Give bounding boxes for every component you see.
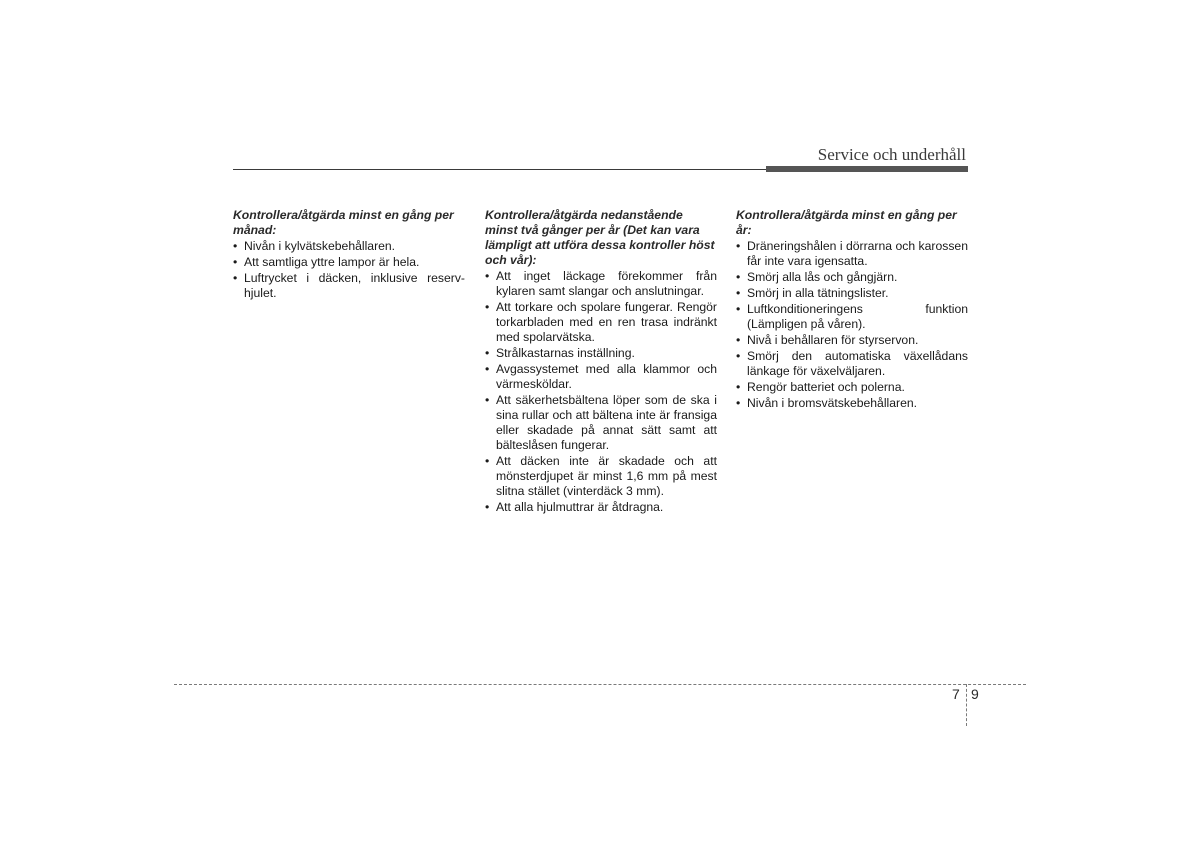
list-item: • Smörj in alla tätningslister. <box>736 286 968 301</box>
list-item: • Strålkastarnas inställning. <box>485 346 717 361</box>
header-accent-bar <box>766 166 968 172</box>
page-number: 9 <box>971 686 979 702</box>
section-title: Service och underhåll <box>817 145 966 164</box>
list-item: • Att däcken inte är skadade och att mönsterdjupet är minst 1,6 mm på mest slitna stället (vinterdäck 3 mm). <box>485 454 717 499</box>
list-item: • Luftkonditioneringens funktion (Lämpligen på våren). <box>736 302 968 332</box>
list-item: • Smörj alla lås och gångjärn. <box>736 270 968 285</box>
list-item: • Avgassystemet med alla klammor och värmesköldar. <box>485 362 717 392</box>
list-item: • Nivån i kylvätskebehållaren. <box>233 239 465 254</box>
footer-page-divider <box>966 684 967 726</box>
column-heading: Kontrollera/åtgärda minst en gång per år: <box>736 208 957 237</box>
checklist <box>233 239 465 301</box>
column-heading: Kontrollera/åtgärda nedanstående minst två gånger per år (Det kan vara lämpligt att utföra dessa kontroller höst och vår): <box>485 208 715 267</box>
header-rule <box>233 169 769 170</box>
list-item: • Att inget läckage förekommer från kylaren samt slangar och anslutningar. <box>485 269 717 299</box>
checklist <box>736 239 968 411</box>
list-item: • Rengör batteriet och polerna. <box>736 380 968 395</box>
list-item: • Att alla hjulmuttrar är åtdragna. <box>485 500 717 515</box>
column-monthly <box>233 208 465 302</box>
list-item: • Dräneringshålen i dörrarna och karossen får inte vara igensatta. <box>736 239 968 269</box>
column-yearly <box>736 208 968 412</box>
list-item: • Nivån i bromsvätskebehållaren. <box>736 396 968 411</box>
list-item: • Att säkerhetsbältena löper som de ska i sina rullar och att bältena inte är fransiga eller skadade på annat sätt samt att bälteslåsen fungerar. <box>485 393 717 453</box>
list-item: • Nivå i behållaren för styrservon. <box>736 333 968 348</box>
list-item: • Att torkare och spolare fungerar. Rengör torkarbladen med en ren trasa indränkt med spolarvätska. <box>485 300 717 345</box>
footer-divider <box>174 684 1026 685</box>
list-item: • Smörj den automatiska växellådans länkage för växelväljaren. <box>736 349 968 379</box>
column-twice-yearly <box>485 208 717 516</box>
chapter-number: 7 <box>952 686 960 702</box>
list-item: • Luftrycket i däcken, inklusive reserv-hjulet. <box>233 271 465 301</box>
column-heading: Kontrollera/åtgärda minst en gång per månad: <box>233 208 454 237</box>
list-item: • Att samtliga yttre lampor är hela. <box>233 255 465 270</box>
checklist <box>485 269 717 515</box>
